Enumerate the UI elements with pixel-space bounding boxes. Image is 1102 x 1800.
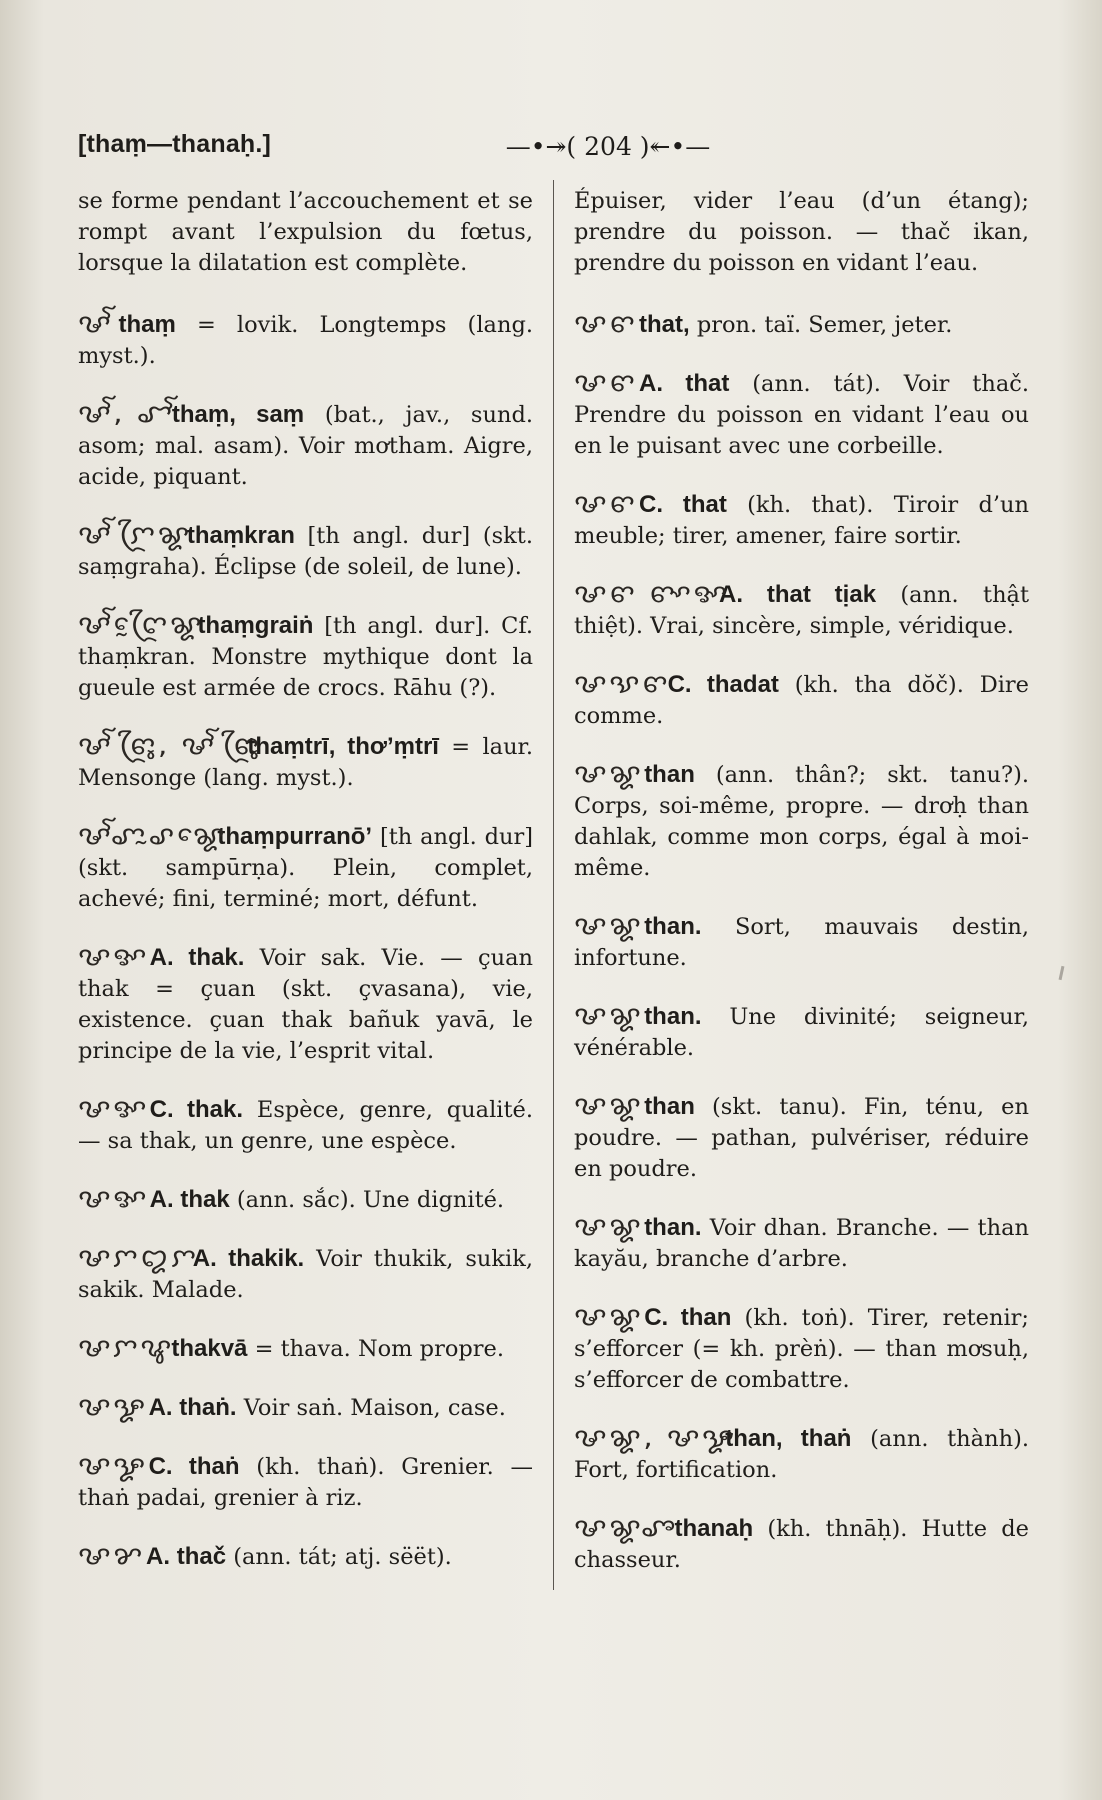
dictionary-entry [78, 1184, 533, 1216]
cham-script-glyph: ꨔꨘ [574, 1212, 644, 1242]
cham-script-glyph: ꨔꨀ [78, 942, 149, 972]
entry-definition: (skt. tanu). Fin, ténu, en poudre. — pathan, pulvériser, réduire en poudre. [574, 1094, 1029, 1182]
entry-headword: thaṃ, saṃ [171, 401, 305, 428]
entry-headword: than. [644, 1214, 702, 1241]
dictionary-entry [78, 1333, 533, 1365]
dictionary-entry [78, 520, 533, 583]
dictionary-entry [574, 759, 1029, 884]
dictionary-entry [574, 911, 1029, 974]
cham-script-glyph: ꨔꨘꨨ [574, 1513, 679, 1543]
dictionary-entry [574, 368, 1029, 462]
cham-script-glyph: ꨔꨓ [574, 489, 638, 519]
entry-definition: (ann. thật thiệt). Vrai, sincère, simple, véridique. [574, 582, 1030, 639]
dictionary-entry [574, 1091, 1029, 1185]
entry-definition: pron. taï. Semer, jeter. [696, 312, 953, 338]
cham-script-glyph: ꨔꨀ [78, 1094, 149, 1124]
entry-definition: (ann. tát). Voir thač. Prendre du poisson en vidant l’eau ou en le puisant avec une corbeille. [574, 371, 1029, 459]
entry-headword: C. thadat [667, 671, 779, 698]
entry-headword: thaṃ [118, 311, 176, 338]
cham-script-glyph: ꨔꨋ [78, 1392, 148, 1422]
dictionary-entry [78, 610, 533, 704]
left-column [78, 186, 533, 1600]
right-column [574, 186, 1029, 1603]
dictionary-entry [78, 942, 533, 1067]
entry-headword: thaṃpurranō’ [217, 823, 373, 850]
dictionary-entry [78, 309, 533, 372]
cham-script-glyph: ꨔꨀ [78, 1184, 149, 1214]
cham-script-glyph: ꨔꨱꨆꨴꨘ [78, 520, 192, 550]
entry-definition: [th angl. dur] (skt. sampūrṇa). Plein, complet, achevé; fini, terminé; mort, défunt. [78, 824, 534, 912]
dictionary-entry [574, 1212, 1029, 1275]
cham-script-glyph: ꨔꨕꨓ [574, 669, 671, 699]
dictionary-entry [574, 309, 1029, 341]
cham-script-glyph: ꨔꨱ, ꨧꨱ [78, 399, 175, 429]
scan-mark [1059, 966, 1065, 980]
dictionary-entry [78, 1451, 533, 1514]
entry-definition: (kh. tha dŏč). Dire comme. [574, 672, 1029, 729]
entry-definition: Voir thukik, sukik, sakik. Malade. [78, 1246, 534, 1303]
dictionary-entry [574, 1513, 1029, 1576]
entry-definition: Voir dhan. Branche. — than kayău, branche d’arbre. [574, 1215, 1029, 1272]
entry-definition: (ann. tát; atj. sëët). [233, 1544, 452, 1570]
entry-headword: A. thakik. [192, 1245, 305, 1272]
entry-definition: Épuiser, vider l’eau (d’un étang); prendre du poisson. — thač ikan, prendre du poisson en vidant l’eau. [574, 188, 1029, 276]
entry-headword: A. thak [149, 1186, 230, 1213]
dictionary-entry [574, 186, 1029, 279]
entry-headword: C. that [639, 491, 727, 518]
entry-definition: (ann. sắc). Une dignité. [236, 1187, 505, 1213]
dictionary-entry [574, 669, 1029, 732]
cham-script-glyph: ꨔꨓ ꨓꨳꨀ [574, 579, 730, 609]
dictionary-entry [574, 1302, 1029, 1396]
cham-script-glyph: ꨔꨘ [574, 1302, 644, 1332]
entry-headword: A. that [639, 370, 730, 397]
entry-definition: Voir saṅ. Maison, case. [243, 1395, 506, 1421]
entry-definition: Une divinité; seigneur, vénérable. [574, 1004, 1029, 1061]
entry-headword: than, thaṅ [725, 1425, 852, 1452]
entry-definition: (ann. thân?; skt. tanu?). Corps, soi-même, propre. — drơḥ than dahlak, comme mon corps, égal à moi-même. [574, 762, 1029, 881]
entry-headword: thanaḥ [674, 1515, 754, 1542]
entry-headword: than. [644, 913, 702, 940]
entry-definition: (kh. that). Tiroir d’un meuble; tirer, amener, faire sortir. [574, 492, 1029, 549]
entry-definition: (ann. thành). Fort, fortification. [574, 1426, 1030, 1483]
entry-definition: = lovik. Longtemps (lang. myst.). [78, 312, 533, 369]
entry-headword: C. thaṅ [148, 1453, 240, 1480]
cham-script-glyph: ꨔꨓ [574, 368, 638, 398]
entry-definition: (kh. toṅ). Tirer, retenir; s’efforcer (= kh. prèṅ). — than mơsuḥ, s’efforcer de combattre. [574, 1305, 1030, 1393]
entry-definition: Espèce, genre, qualité. — sa thak, un genre, une espèce. [78, 1097, 533, 1154]
dictionary-entry [78, 731, 533, 794]
entry-definition: (kh. thaṅ). Grenier. — thaṅ padai, grenier à riz. [78, 1454, 534, 1511]
entry-definition: (kh. thnāḥ). Hutte de chasseur. [574, 1516, 1029, 1573]
entry-headword: A. that tịak [719, 581, 877, 608]
dictionary-entry [78, 1392, 533, 1424]
page-number: —•↠( 204 )↞•— [505, 132, 711, 161]
dictionary-entry [78, 1094, 533, 1157]
dictionary-entry [78, 399, 533, 493]
entry-definition: Voir sak. Vie. — çuan thak = çuan (skt. çvasana), vie, existence. çuan thak bañuk yavā, le principe de la vie, l’esprit vital. [78, 945, 534, 1064]
entry-headword: thaṃtrī, thơ’ṃtrī [247, 733, 439, 760]
running-head: [thaṃ—thanaḥ.] [78, 130, 272, 158]
entry-definition: = thava. Nom propre. [254, 1336, 504, 1362]
entry-headword: than. [644, 1003, 702, 1030]
entry-definition: se forme pendant l’accouchement et se rompt avant l’expulsion du fœtus, lorsque la dilatation est complète. [78, 188, 533, 276]
dictionary-entry [78, 821, 533, 915]
cham-script-glyph: ꨔꨘ [574, 1091, 644, 1121]
entry-definition: Sort, mauvais destin, infortune. [574, 914, 1030, 971]
entry-headword: than [644, 761, 695, 788]
entry-headword: than [644, 1093, 695, 1120]
page-header [78, 128, 1018, 168]
dictionary-entry [574, 1423, 1029, 1486]
entry-definition: = laur. Mensonge (lang. myst.). [78, 734, 533, 791]
column-divider [553, 180, 554, 1590]
entry-definition: (bat., jav., sund. asom; mal. asam). Voir mơtham. Aigre, acide, piquant. [78, 402, 533, 490]
cham-script-glyph: ꨔꨆꨁꨆ [78, 1243, 199, 1273]
cham-script-glyph: ꨔꨘ [574, 1001, 644, 1031]
entry-headword: A. thaṅ. [148, 1394, 237, 1421]
cham-script-glyph: ꨔꨓ [574, 309, 638, 339]
entry-definition: [th angl. dur]. Cf. thaṃkran. Monstre mythique dont la gueule est armée de crocs. Rāhu (?). [78, 613, 533, 701]
dictionary-entry [574, 579, 1029, 642]
cham-script-glyph: ꨔꨘ [574, 911, 644, 941]
entry-headword: A. thač [146, 1543, 227, 1570]
dictionary-entry [78, 186, 533, 279]
entry-headword: C. thak. [149, 1096, 244, 1123]
entry-headword: that, [639, 311, 690, 338]
entry-definition: [th angl. dur] (skt. saṃgraha). Éclipse (de soleil, de lune). [78, 523, 533, 580]
dictionary-entry [78, 1541, 533, 1573]
cham-script-glyph: ꨔꨱꨈꨴꨰꨘ [78, 610, 204, 640]
cham-script-glyph: ꨔꨌ [78, 1541, 145, 1571]
entry-headword: C. than [644, 1304, 732, 1331]
cham-script-glyph: ꨔꨘ [574, 759, 644, 789]
entry-headword: A. thak. [149, 944, 245, 971]
cham-script-glyph: ꨔꨘ, ꨔꨋ [574, 1423, 737, 1453]
cham-script-glyph: ꨔꨆꨥ [78, 1333, 174, 1363]
entry-headword: thaṃkran [186, 522, 295, 549]
cham-script-glyph: ꨔꨱ [78, 309, 114, 339]
cham-script-glyph: ꨔꨋ [78, 1451, 148, 1481]
entry-headword: thakvā [171, 1335, 248, 1362]
entry-headword: thaṃgraiṅ [197, 612, 314, 639]
cham-script-glyph: ꨔꨱꨓꨴꨶ, ꨔꨱꨓꨴꨶ [78, 731, 262, 761]
cham-script-glyph: ꨔꨱꨚꨭꨣꨘꨯ [78, 821, 227, 851]
dictionary-entry [78, 1243, 533, 1306]
dictionary-entry [574, 489, 1029, 552]
dictionary-entry [574, 1001, 1029, 1064]
